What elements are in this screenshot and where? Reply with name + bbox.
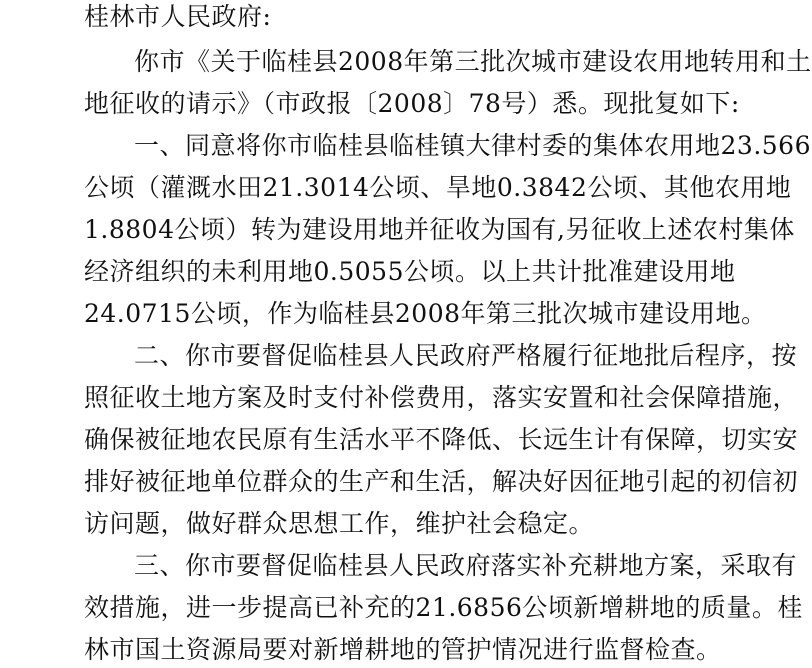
- paragraph-item-1-line-3: 1.8804公顷）转为建设用地并征收为国有,另征收上述农村集体: [84, 215, 795, 244]
- paragraph-item-3-line-2: 效措施，进一步提高已补充的21.6856公顷新增耕地的质量。桂: [84, 593, 803, 622]
- paragraph-intro-line-1: 你市《关于临桂县2008年第三批次城市建设农用地转用和土: [134, 47, 812, 76]
- paragraph-item-2-line-3: 确保被征地农民原有生活水平不降低、长远生计有保障，切实安: [84, 425, 799, 454]
- paragraph-item-1-line-1: 一、同意将你市临桂县临桂镇大律村委的集体农用地23.566: [134, 131, 811, 160]
- paragraph-item-2-line-4: 排好被征地单位群众的生产和生活，解决好因征地引起的初信初: [84, 467, 799, 496]
- paragraph-item-1-line-2: 公顷（灌溉水田21.3014公顷、旱地0.3842公顷、其他农用地: [84, 173, 792, 202]
- paragraph-item-1-line-4: 经济组织的未利用地0.5055公顷。以上共计批准建设用地: [84, 257, 736, 286]
- paragraph-item-2-line-2: 照征收土地方案及时支付补偿费用，落实安置和社会保障措施，: [84, 383, 799, 412]
- paragraph-item-2-line-5: 访问题，做好群众思想工作，维护社会稳定。: [84, 509, 595, 538]
- salutation: 桂林市人民政府:: [84, 2, 272, 31]
- paragraph-item-3-line-1: 三、你市要督促临桂县人民政府落实补充耕地方案，采取有: [134, 551, 798, 580]
- paragraph-item-2-line-1: 二、你市要督促临桂县人民政府严格履行征地批后程序，按: [134, 341, 798, 370]
- paragraph-item-3-line-3: 林市国土资源局要对新增耕地的管护情况进行监督检查。: [84, 635, 722, 664]
- paragraph-item-1-line-5: 24.0715公顷，作为临桂县2008年第三批次城市建设用地。: [84, 299, 767, 328]
- paragraph-intro-line-2: 地征收的请示》（市政报〔2008〕78号）悉。现批复如下:: [84, 89, 740, 118]
